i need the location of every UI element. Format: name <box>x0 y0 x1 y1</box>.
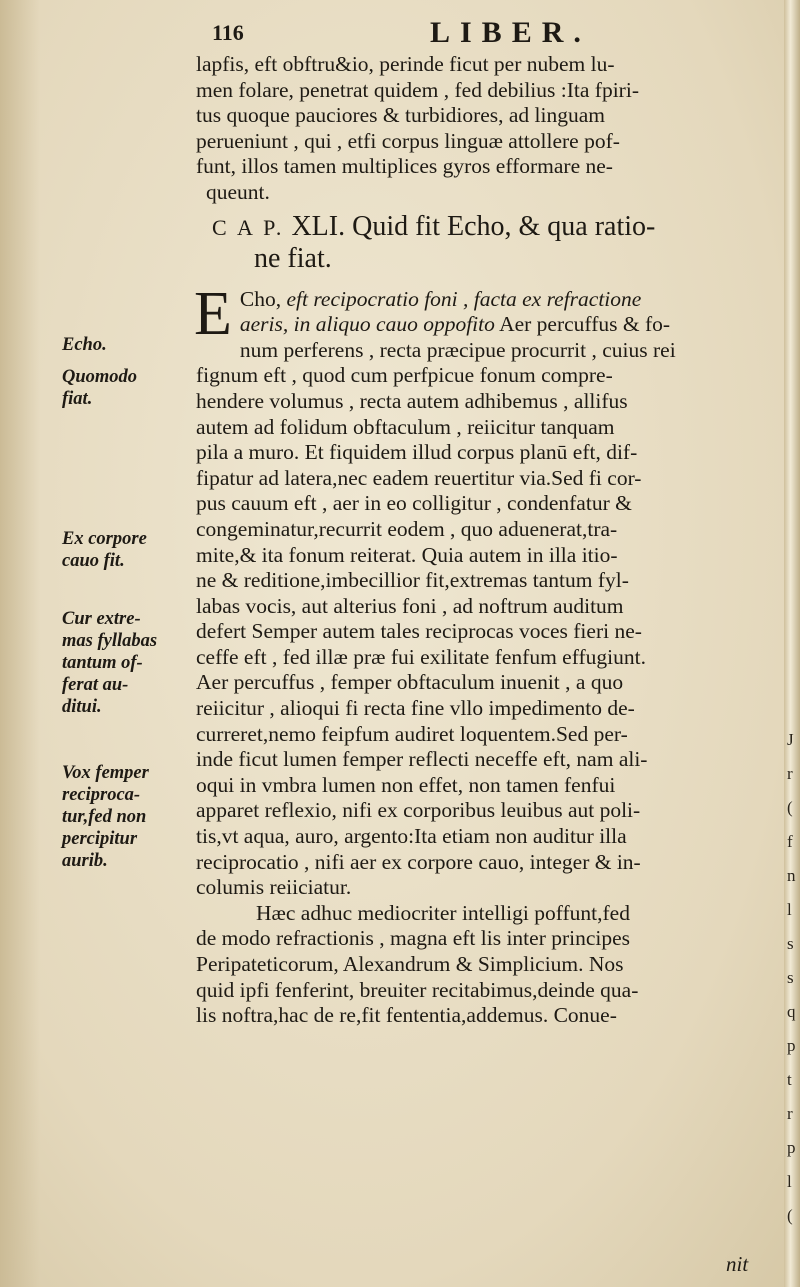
text-line: pila a muro. Et fiquidem illud corpus planū eft, dif- <box>196 440 638 465</box>
text-line: columis reiiciatur. <box>196 875 352 900</box>
text-line: num perferens , recta præcipue procurrit , cuius rei <box>239 337 676 362</box>
marginal-note <box>62 366 194 410</box>
edge-glyph: f <box>787 832 793 851</box>
text-line: reiicitur , alioqui fi recta fine vllo impedimento de- <box>196 696 635 721</box>
text-line: Aer percuffus , femper obftaculum inuenit , a quo <box>196 670 624 695</box>
gutter-shadow <box>0 0 40 1287</box>
text-line: ne & reditione,imbecillior fit,extremas tantum fyl- <box>196 568 629 593</box>
page-header <box>0 14 800 50</box>
edge-glyph: n <box>787 866 796 885</box>
text-line: labas vocis, aut alterius foni , ad noftrum auditum <box>196 593 624 618</box>
edge-glyph: q <box>787 1002 796 1021</box>
edge-glyph: J <box>787 730 794 749</box>
text-line: autem ad folidum obftaculum , reiicitur tanquam <box>196 414 615 439</box>
marginal-note-line: Echo. <box>62 335 107 355</box>
marginal-note <box>62 608 194 718</box>
text-line: perueniunt , qui , etfi corpus linguæ attollere pof- <box>196 128 620 153</box>
marginal-note-line: tantum of- <box>62 653 143 673</box>
edge-glyph: p <box>787 1036 796 1055</box>
text-line: oqui in vmbra lumen non effet, non tamen fenfui <box>196 772 616 797</box>
chapter-title-line1: Quid fit Echo, & qua ratio- <box>352 210 656 242</box>
text-line: apparet reflexio, nifi ex corporibus leuibus aut poli- <box>196 798 641 823</box>
marginal-note-line: reciproca- <box>62 785 141 805</box>
main-lines <box>196 338 772 901</box>
text-line: tus quoque pauciores & turbidiores, ad linguam <box>196 103 606 128</box>
marginal-note-line: percipitur <box>62 829 138 849</box>
edge-glyph: s <box>787 934 794 953</box>
edge-glyph: t <box>787 1070 792 1089</box>
edge-glyph: r <box>787 764 793 783</box>
chapter-title-line2: ne fiat. <box>254 242 332 274</box>
main-paragraph <box>194 279 772 901</box>
main-first-line: Cho, eft recipocratio foni , facta ex refractione <box>239 286 642 311</box>
marginal-note-line: fiat. <box>62 389 93 409</box>
marginal-note-line: mas fyllabas <box>62 631 158 651</box>
marginal-note <box>62 528 194 572</box>
edge-glyph: ( <box>787 798 793 817</box>
intro-paragraph <box>196 52 772 206</box>
chapter-heading <box>196 212 772 243</box>
marginal-note <box>62 334 194 356</box>
marginal-note-line: Vox femper <box>62 763 149 783</box>
text-line: de modo refractionis , magna eft lis inter principes <box>196 926 631 951</box>
text-line: reciprocatio , nifi aer ex corpore cauo, integer & in- <box>196 849 641 874</box>
main-second-line: aeris, in aliquo cauo oppofito Aer percuffus & fo- <box>239 312 671 337</box>
facing-page-edge <box>784 0 800 1287</box>
edge-glyph: ( <box>787 1206 793 1225</box>
edge-glyph: l <box>787 900 792 919</box>
text-line: hendere volumus , recta autem adhibemus , allifus <box>196 388 628 413</box>
text-line: queunt. <box>206 179 270 204</box>
marginal-note-line: Ex corpore <box>62 529 147 549</box>
closing-paragraph <box>196 901 772 1029</box>
chapter-number: XLI. <box>291 210 346 242</box>
edge-glyph: r <box>787 1104 793 1123</box>
marginal-note-line: aurib. <box>62 851 108 871</box>
chapter-label: C A P. <box>212 214 285 240</box>
text-line: quid ipfi fenferint, breuiter recitabimus,deinde qua- <box>196 977 639 1002</box>
text-line: fipatur ad latera,nec eadem reuertitur via.Sed fi cor- <box>196 465 642 490</box>
edge-glyph: l <box>787 1172 792 1191</box>
body-text <box>196 52 772 1029</box>
marginal-note-line: ferat au- <box>62 675 129 695</box>
text-line: congeminatur,recurrit eodem , quo aduenerat,tra- <box>196 516 618 541</box>
text-line: curreret,nemo feipfum audiret loquentem.Sed per- <box>196 721 628 746</box>
running-title: LIBER. <box>430 16 591 49</box>
text-line: Peripateticorum, Alexandrum & Simplicium. Nos <box>196 952 624 976</box>
text-line: men folare, penetrat quidem , fed debilius :Ita fpiri- <box>196 77 639 102</box>
marginal-note-line: Cur extre- <box>62 609 141 629</box>
catchword: nit <box>726 1252 749 1276</box>
marginal-note <box>62 762 194 872</box>
text-line: lapfis, eft obftru&io, perinde ficut per nubem lu- <box>196 52 615 76</box>
text-line: pus cauum eft , aer in eo colligitur , condenfatur & <box>196 491 632 516</box>
text-line: tis,vt aqua, auro, argento:Ita etiam non auditur illa <box>196 824 627 849</box>
marginal-note-line: cauo fit. <box>62 551 125 571</box>
text-line: Hæc adhuc mediocriter intelligi poffunt,fed <box>256 900 630 925</box>
text-line: inde ficut lumen femper reflecti neceffe eft, nam ali- <box>196 747 648 772</box>
text-line: lis noftra,hac de re,fit fententia,addemus. Conue- <box>196 1003 617 1028</box>
folio-number: 116 <box>212 20 244 45</box>
marginal-note-line: tur,fed non <box>62 807 147 827</box>
edge-glyph: p <box>787 1138 796 1157</box>
marginal-note-line: ditui. <box>62 697 102 717</box>
text-line: fignum eft , quod cum perfpicue fonum compre- <box>196 363 613 388</box>
text-line: mite,& ita fonum reiterat. Quia autem in illa itio- <box>196 542 618 567</box>
edge-glyph: s <box>787 968 794 987</box>
drop-cap-letter: E <box>194 279 232 348</box>
marginal-note-line: Quomodo <box>62 367 138 387</box>
text-line: funt, illos tamen multiplices gyros efformare ne- <box>196 154 613 179</box>
text-line: ceffe eft , fed illæ præ fui exilitate fenfum effugiunt. <box>196 644 646 669</box>
text-line: defert Semper autem tales reciprocas voces fieri ne- <box>196 619 642 644</box>
